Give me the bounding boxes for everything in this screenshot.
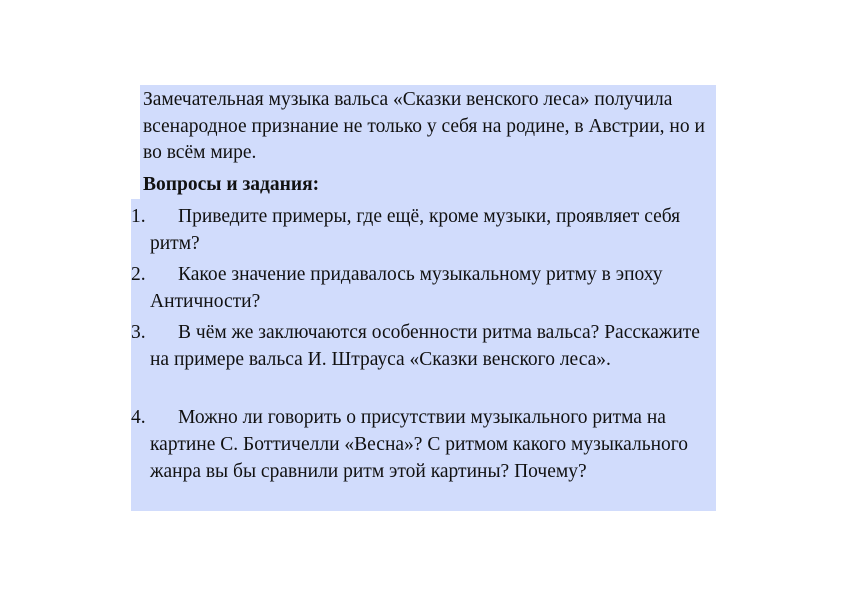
question-item-4 bbox=[131, 404, 716, 485]
question-item-1 bbox=[131, 203, 716, 257]
question-number: 2. bbox=[131, 264, 146, 285]
question-number: 1. bbox=[131, 206, 146, 227]
intro-paragraph: Замечательная музыка вальса «Сказки венского леса» получила всенародное признание не только у себя на родине, в Австрии, но и во всём мире. bbox=[143, 89, 705, 163]
question-text: Приведите примеры, где ещё, кроме музыки, проявляет себя ритм? bbox=[150, 206, 681, 254]
question-item-2 bbox=[131, 261, 716, 315]
question-number: 3. bbox=[131, 322, 146, 343]
question-item-3 bbox=[131, 319, 716, 373]
question-text: В чём же заключаются особенности ритма вальса? Расскажите на примере вальса И. Штрауса «Сказки венского леса». bbox=[150, 322, 700, 370]
question-text: Какое значение придавалось музыкальному ритму в эпоху Античности? bbox=[150, 264, 663, 312]
questions-heading: Вопросы и задания: bbox=[143, 174, 320, 195]
question-number: 4. bbox=[131, 407, 146, 428]
question-text: Можно ли говорить о присутствии музыкального ритма на картине С. Боттичелли «Весна»? С ритмом какого музыкального жанра вы бы сравнили ритм этой картины? Почему? bbox=[150, 407, 689, 482]
